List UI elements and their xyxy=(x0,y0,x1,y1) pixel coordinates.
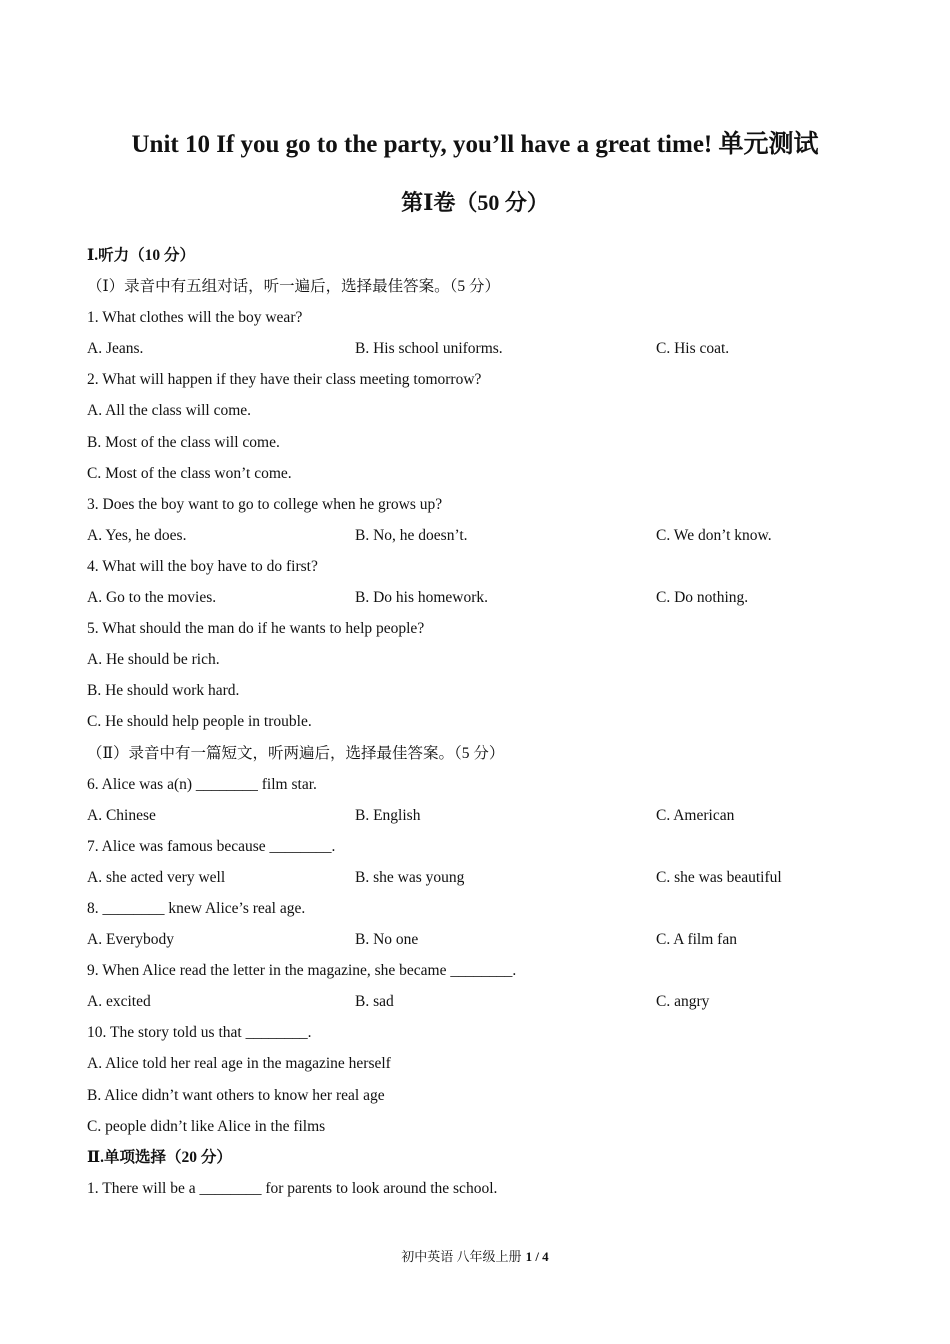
section-title: 第Ⅰ卷（50 分） xyxy=(401,190,549,215)
option-b: B. Do his homework. xyxy=(355,589,489,607)
option-a: A. Yes, he does. xyxy=(87,526,187,544)
options-row xyxy=(87,986,867,1017)
text-line: 1. There will be a ________ for parents to look around the school. xyxy=(87,1179,498,1197)
footer-text: 初中英语 八年级上册 xyxy=(401,1249,522,1264)
option-c: C. she was beautiful xyxy=(656,868,782,886)
text-line: 2. What will happen if they have their class meeting tomorrow? xyxy=(87,371,482,389)
text-line: 3. Does the boy want to go to college when he grows up? xyxy=(87,495,443,513)
text-line: C. people didn’t like Alice in the films xyxy=(87,1117,326,1135)
text-line: 6. Alice was a(n) ________ film star. xyxy=(87,775,317,793)
text-line: B. He should work hard. xyxy=(87,682,240,700)
option-a: A. excited xyxy=(87,993,151,1011)
page-footer xyxy=(0,1246,950,1265)
section-heading: Ⅰ.听力（10 分） xyxy=(87,247,196,264)
option-c: C. American xyxy=(656,806,735,824)
options-row xyxy=(87,333,867,364)
text-line: （Ⅰ）录音中有五组对话，听一遍后，选择最佳答案。（5 分） xyxy=(87,278,500,296)
text-line: C. He should help people in trouble. xyxy=(87,713,312,731)
text-line: B. Most of the class will come. xyxy=(87,433,280,451)
text-line: A. Alice told her real age in the magazine herself xyxy=(87,1055,391,1073)
option-b: B. she was young xyxy=(355,868,465,886)
option-b: B. No one xyxy=(355,931,419,949)
option-a: A. Go to the movies. xyxy=(87,589,217,607)
document-body xyxy=(87,240,867,1204)
page-number: 1 / 4 xyxy=(525,1249,549,1264)
text-line: 1. What clothes will the boy wear? xyxy=(87,309,303,327)
text-line: A. He should be rich. xyxy=(87,651,220,669)
options-row xyxy=(87,924,867,955)
text-line: C. Most of the class won’t come. xyxy=(87,464,292,482)
option-a: A. Jeans. xyxy=(87,340,144,358)
option-a: A. Chinese xyxy=(87,806,156,824)
option-b: B. sad xyxy=(355,993,394,1011)
option-b: B. English xyxy=(355,806,421,824)
page-title: Unit 10 If you go to the party, you’ll have a great time! 单元测试 xyxy=(131,131,819,158)
options-row xyxy=(87,800,867,831)
text-line: 4. What will the boy have to do first? xyxy=(87,557,318,575)
option-c: C. angry xyxy=(656,993,710,1011)
text-line: 7. Alice was famous because ________. xyxy=(87,837,336,855)
option-c: C. Do nothing. xyxy=(656,589,749,607)
text-line: 5. What should the man do if he wants to help people? xyxy=(87,620,425,638)
text-line: 10. The story told us that ________. xyxy=(87,1024,312,1042)
option-b: B. No, he doesn’t. xyxy=(355,526,468,544)
text-line: 9. When Alice read the letter in the magazine, she became ________. xyxy=(87,962,517,980)
option-a: A. Everybody xyxy=(87,931,174,949)
option-c: C. His coat. xyxy=(656,340,730,358)
text-line: B. Alice didn’t want others to know her real age xyxy=(87,1086,385,1104)
text-line: 8. ________ knew Alice’s real age. xyxy=(87,899,306,917)
options-row xyxy=(87,520,867,551)
option-c: C. A film fan xyxy=(656,931,737,949)
section-heading: Ⅱ.单项选择（20 分） xyxy=(87,1148,232,1166)
text-line: A. All the class will come. xyxy=(87,402,252,420)
option-c: C. We don’t know. xyxy=(656,526,772,544)
text-line: （Ⅱ）录音中有一篇短文，听两遍后，选择最佳答案。（5 分） xyxy=(87,744,505,762)
options-row xyxy=(87,582,867,613)
option-b: B. His school uniforms. xyxy=(355,340,503,358)
options-row xyxy=(87,862,867,893)
option-a: A. she acted very well xyxy=(87,868,226,886)
